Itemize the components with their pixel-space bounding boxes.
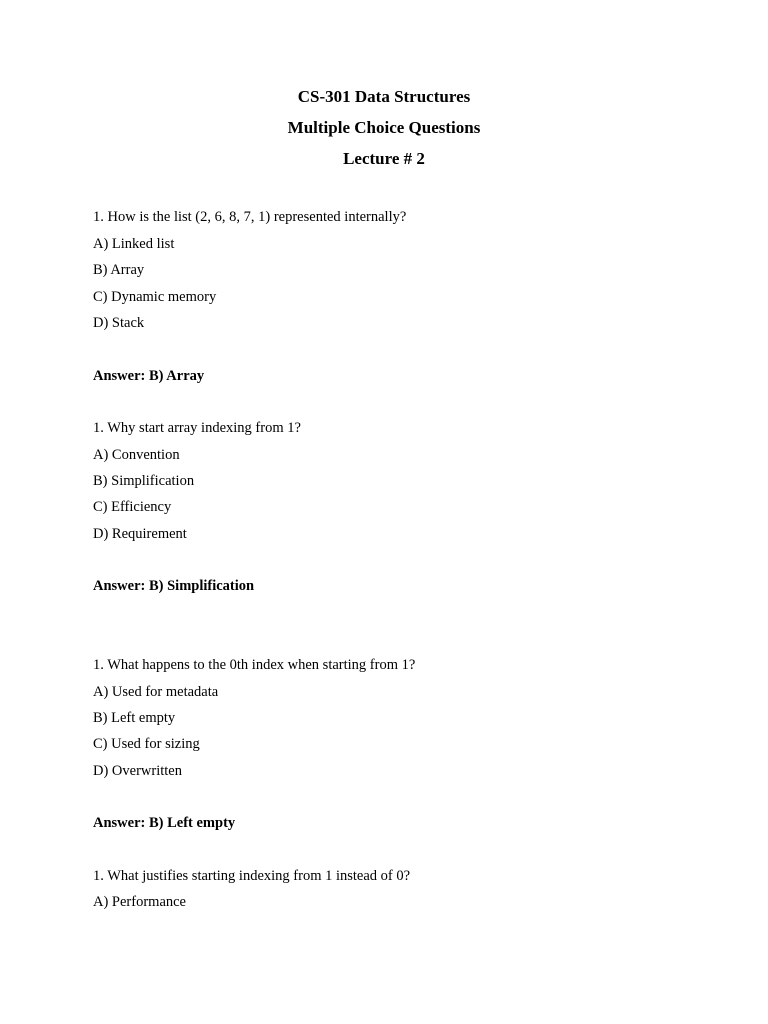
answer-option: A) Linked list <box>93 236 175 252</box>
question-text: 1. How is the list (2, 6, 8, 7, 1) represented internally? <box>93 209 407 225</box>
answer-option: A) Performance <box>93 894 186 910</box>
answer-option: A) Convention <box>93 447 180 463</box>
correct-answer: Answer: B) Left empty <box>93 815 236 831</box>
question-text: 1. What justifies starting indexing from 1 instead of 0? <box>93 868 411 884</box>
document-subtitle: Multiple Choice Questions <box>287 118 481 137</box>
question-text: 1. Why start array indexing from 1? <box>93 420 301 436</box>
correct-answer: Answer: B) Array <box>93 368 205 384</box>
answer-option: A) Used for metadata <box>93 684 219 700</box>
question-text: 1. What happens to the 0th index when starting from 1? <box>93 657 416 673</box>
answer-option: D) Requirement <box>93 526 187 542</box>
answer-option: C) Efficiency <box>93 499 172 515</box>
answer-option: B) Array <box>93 262 145 278</box>
lecture-number: Lecture # 2 <box>343 149 425 168</box>
answer-option: D) Stack <box>93 315 145 331</box>
answer-option: B) Simplification <box>93 473 195 489</box>
answer-option: B) Left empty <box>93 710 176 726</box>
answer-option: C) Dynamic memory <box>93 289 217 305</box>
correct-answer: Answer: B) Simplification <box>93 578 255 594</box>
course-title: CS-301 Data Structures <box>297 87 471 106</box>
answer-option: C) Used for sizing <box>93 736 200 752</box>
answer-option: D) Overwritten <box>93 763 182 779</box>
